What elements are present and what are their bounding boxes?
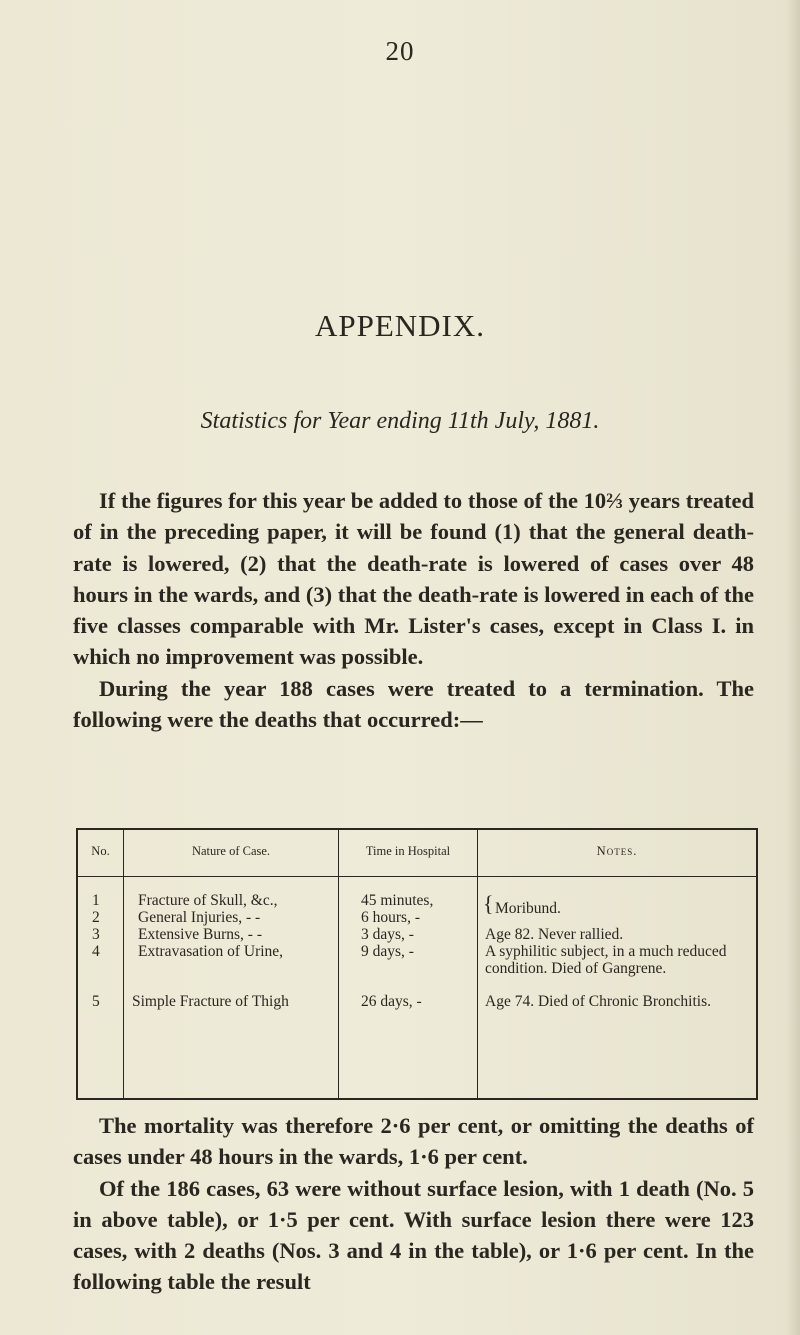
row-2-time: 6 hours, -	[361, 909, 420, 926]
intro-section	[73, 485, 754, 735]
row-4-notes: A syphilitic subject, in a much reduced condition. Died of Gangrene.	[485, 943, 727, 977]
header-nature: Nature of Case.	[191, 844, 271, 858]
row-5-nature: Simple Fracture of Thigh	[132, 993, 289, 1010]
page-title: APPENDIX.	[314, 308, 486, 343]
page-number: 20	[385, 36, 415, 66]
row-1-time: 45 minutes,	[361, 892, 434, 909]
row-2-no: 2	[92, 909, 100, 926]
intro-paragraph: If the figures for this year be added to those of the 10⅔ years treated of in the preceding paper, it will be found (1) that the general death-rate is lowered, (2) that the death-rate is lowered of cases over 48 hours in the wards, and (3) that the death-rate is lowered in each of the five classes comparable with Mr. Lister's cases, except in Class I. in which no improvement was possible.	[73, 488, 754, 670]
surface-lesion-paragraph: Of the 186 cases, 63 were without surface lesion, with 1 death (No. 5 in above table), or 1·5 per cent. With surface lesion there were 123 cases, with 2 deaths (Nos. 3 and 4 in the table), or 1·6 per cent. In the following table the result	[73, 1175, 754, 1295]
column-divider	[338, 830, 339, 1098]
deaths-intro-paragraph: During the year 188 cases were treated to a termination. The following were the deaths that occurred:—	[73, 675, 754, 733]
row-3-notes: Age 82. Never rallied.	[485, 926, 624, 943]
row-2-nature: General Injuries, - -	[138, 909, 261, 926]
row-4-time: 9 days, -	[361, 943, 414, 960]
header-no: No.	[91, 844, 110, 858]
header-time: Time in Hospital	[365, 844, 451, 858]
row-1-no: 1	[92, 892, 100, 909]
table-header	[78, 830, 756, 877]
page-subtitle: Statistics for Year ending 11th July, 1881.	[200, 408, 600, 434]
row-3-no: 3	[92, 926, 100, 943]
row-4-nature: Extravasation of Urine,	[138, 943, 284, 960]
mortality-paragraph: The mortality was therefore 2·6 per cent, or omitting the deaths of cases under 48 hours in the wards, 1·6 per cent.	[73, 1113, 754, 1170]
row-5-no: 5	[92, 993, 100, 1010]
page-edge-shadow	[786, 0, 800, 1335]
row-5-notes: Age 74. Died of Chronic Bronchitis.	[485, 993, 712, 1010]
row-5-time: 26 days, -	[361, 993, 422, 1010]
row-4-no: 4	[92, 943, 100, 960]
results-section	[73, 1110, 754, 1298]
column-divider	[123, 830, 124, 1098]
row-3-nature: Extensive Burns, - -	[138, 926, 262, 943]
row-1-nature: Fracture of Skull, &c.,	[138, 892, 278, 909]
notes-moribund: Moribund.	[495, 900, 561, 917]
header-notes: Notes.	[596, 844, 638, 858]
row-3-time: 3 days, -	[361, 926, 414, 943]
deaths-table	[76, 828, 758, 1100]
column-divider	[477, 830, 478, 1098]
brace-icon: {	[483, 891, 494, 916]
